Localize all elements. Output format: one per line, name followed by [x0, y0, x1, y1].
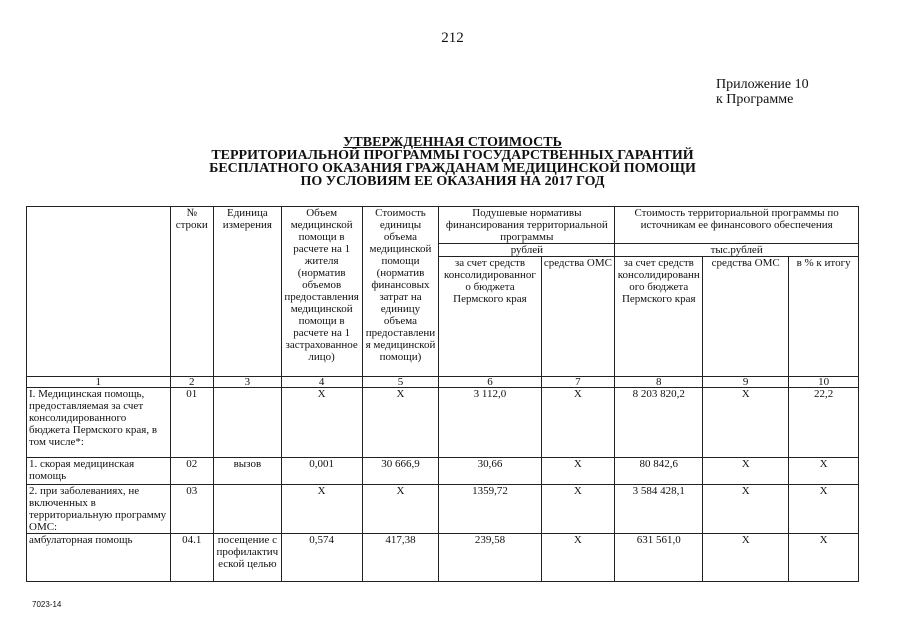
- row-volume: 0,001: [281, 458, 362, 485]
- header-oms: средства ОМС: [541, 257, 615, 377]
- row-budget: 239,58: [439, 534, 541, 582]
- row-cost: 30 666,9: [362, 458, 439, 485]
- header-cost: Стоимость единицы объема медицинской помощи (норматив финансовых затрат на единицу объема предоставления медицинской помощи): [362, 207, 439, 377]
- row-name: 1. скорая медицинская помощь: [27, 458, 171, 485]
- appendix-line-2: к Программе: [716, 92, 794, 107]
- row-volume: 0,574: [281, 534, 362, 582]
- row-percent: X: [789, 485, 859, 534]
- row-oms-total: X: [703, 485, 789, 534]
- row-oms: X: [541, 534, 615, 582]
- title-line-2: ТЕРРИТОРИАЛЬНОЙ ПРОГРАММЫ ГОСУДАРСТВЕННЫХ ГАРАНТИЙ: [211, 148, 694, 163]
- document-title: [0, 136, 905, 188]
- title-line-1: УТВЕРЖДЕННАЯ СТОИМОСТЬ: [343, 135, 562, 150]
- row-unit: [214, 485, 282, 534]
- row-budget-total: 80 842,6: [615, 458, 703, 485]
- header-per-capita-unit: рублей: [439, 244, 615, 257]
- column-number: 7: [541, 377, 615, 388]
- row-volume: X: [281, 485, 362, 534]
- row-unit: посещение с профилактической целью: [214, 534, 282, 582]
- column-number: 6: [439, 377, 541, 388]
- footer-code: 7023-14: [32, 600, 62, 609]
- header-volume: Объем медицинской помощи в расчете на 1 жителя (норматив объемов предоставления медицинской помощи в расчете на 1 застрахованное лицо): [281, 207, 362, 377]
- row-oms-total: X: [703, 388, 789, 458]
- row-percent: X: [789, 458, 859, 485]
- header-budget: за счет средств консолидированного бюджета Пермского края: [439, 257, 541, 377]
- row-oms: X: [541, 388, 615, 458]
- row-budget: 3 112,0: [439, 388, 541, 458]
- header-name-cell: [27, 207, 171, 377]
- row-budget: 1359,72: [439, 485, 541, 534]
- title-line-4: ПО УСЛОВИЯМ ЕЕ ОКАЗАНИЯ НА 2017 ГОД: [300, 174, 605, 189]
- row-percent: X: [789, 534, 859, 582]
- row-oms: X: [541, 485, 615, 534]
- row-oms-total: X: [703, 534, 789, 582]
- row-number: 01: [170, 388, 213, 458]
- row-budget: 30,66: [439, 458, 541, 485]
- column-number: 9: [703, 377, 789, 388]
- row-oms: X: [541, 458, 615, 485]
- cost-table: [26, 206, 859, 582]
- page-number: 212: [441, 30, 464, 46]
- appendix-line-1: Приложение 10: [716, 77, 809, 92]
- row-budget-total: 3 584 428,1: [615, 485, 703, 534]
- header-budget-total: за счет средств консолидированного бюджета Пермского края: [615, 257, 703, 377]
- header-row-1: [27, 207, 859, 244]
- row-cost: 417,38: [362, 534, 439, 582]
- row-name: 2. при заболеваниях, не включенных в территориальную программу ОМС:: [27, 485, 171, 534]
- column-number-row: [27, 377, 859, 388]
- row-name: амбулаторная помощь: [27, 534, 171, 582]
- column-number: 10: [789, 377, 859, 388]
- header-program-cost-group: Стоимость территориальной программы по источникам ее финансового обеспечения: [615, 207, 859, 244]
- appendix-note: [716, 77, 809, 107]
- table-row: [27, 458, 859, 485]
- row-budget-total: 8 203 820,2: [615, 388, 703, 458]
- row-budget-total: 631 561,0: [615, 534, 703, 582]
- header-program-cost-unit: тыс.рублей: [615, 244, 859, 257]
- column-number: 4: [281, 377, 362, 388]
- row-oms-total: X: [703, 458, 789, 485]
- title-line-3: БЕСПЛАТНОГО ОКАЗАНИЯ ГРАЖДАНАМ МЕДИЦИНСКОЙ ПОМОЩИ: [209, 161, 696, 176]
- row-unit: вызов: [214, 458, 282, 485]
- row-number: 03: [170, 485, 213, 534]
- column-number: 5: [362, 377, 439, 388]
- table-row: [27, 388, 859, 458]
- column-number: 2: [170, 377, 213, 388]
- table-row: [27, 534, 859, 582]
- header-unit: Единица измерения: [214, 207, 282, 377]
- column-number: 1: [27, 377, 171, 388]
- row-name: I. Медицинская помощь, предоставляемая за счет консолидированного бюджета Пермского края, в том числе*:: [27, 388, 171, 458]
- column-number: 3: [214, 377, 282, 388]
- table-row: [27, 485, 859, 534]
- column-number: 8: [615, 377, 703, 388]
- row-cost: X: [362, 485, 439, 534]
- header-oms-total: средства ОМС: [703, 257, 789, 377]
- row-cost: X: [362, 388, 439, 458]
- header-row-no: № строки: [170, 207, 213, 377]
- header-percent: в % к итогу: [789, 257, 859, 377]
- row-volume: X: [281, 388, 362, 458]
- row-number: 04.1: [170, 534, 213, 582]
- row-number: 02: [170, 458, 213, 485]
- row-percent: 22,2: [789, 388, 859, 458]
- row-unit: [214, 388, 282, 458]
- header-per-capita-group: Подушевые нормативы финансирования территориальной программы: [439, 207, 615, 244]
